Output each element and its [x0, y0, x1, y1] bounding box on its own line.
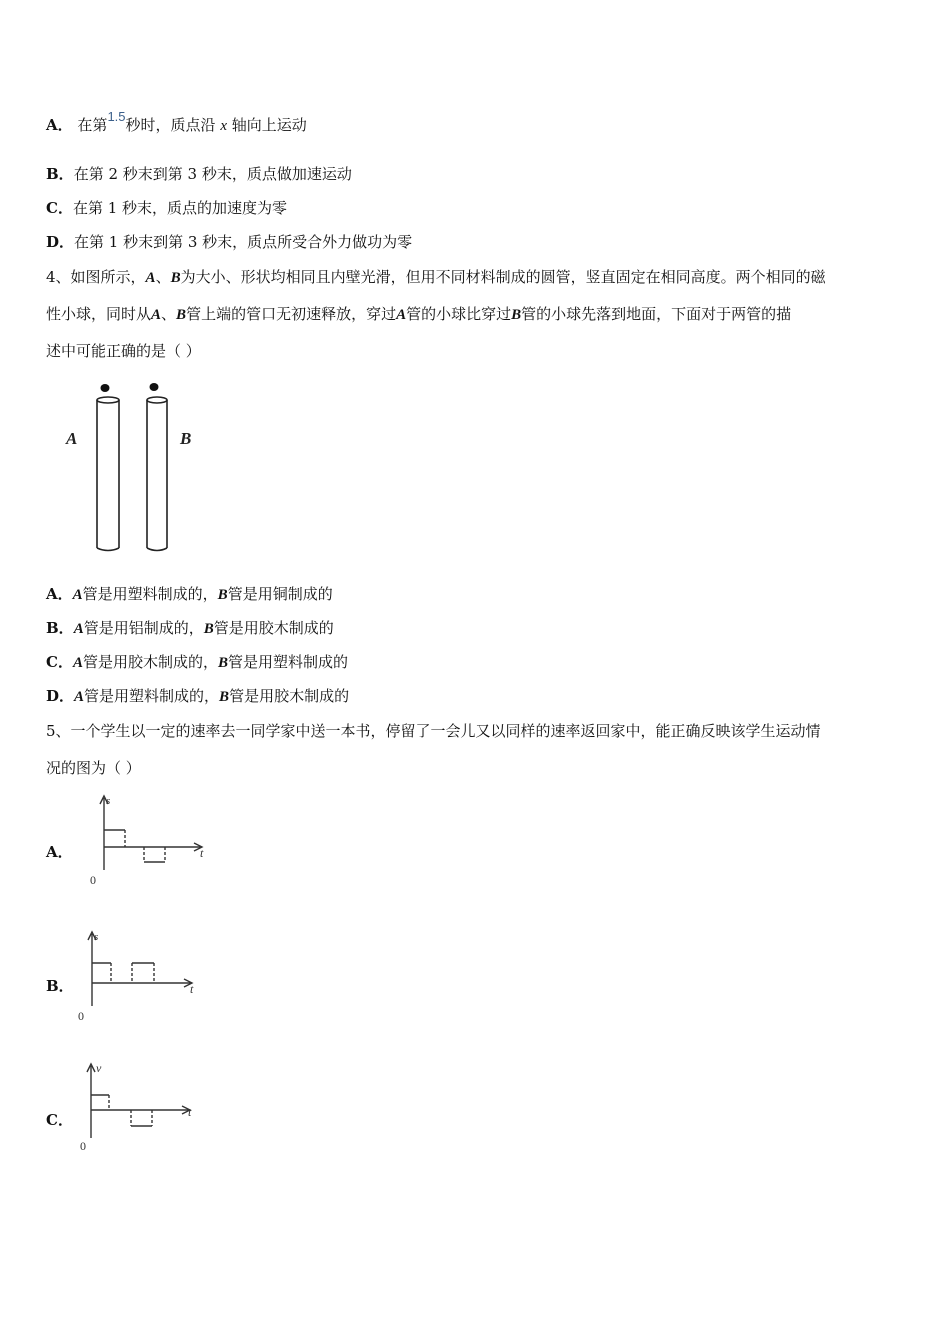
tube-a-ref: A: [396, 307, 407, 323]
tube-a-ref: A: [73, 621, 84, 637]
tube-a-ref: A: [72, 655, 83, 671]
ball-b: [150, 383, 159, 391]
tube-b-ref: B: [170, 270, 181, 286]
axis-y-label: s: [94, 931, 99, 943]
option-label: B．: [46, 977, 74, 995]
option-text: 管是用铜制成的: [227, 585, 333, 603]
stem-text: 况的图为（ ）: [46, 759, 141, 777]
tube-b-ref: B: [219, 689, 230, 705]
ball-a: [101, 384, 110, 392]
q4-stem-line2: [46, 303, 791, 326]
q5-option-a-label: [46, 841, 73, 863]
tube-a-label: A: [66, 429, 78, 448]
axis-x-label: t: [200, 846, 204, 860]
tube-b: [147, 397, 167, 551]
stem-text: 、: [155, 268, 171, 286]
tube-a-ref: A: [151, 307, 162, 323]
q5-stem-line2: [46, 757, 141, 779]
q3-option-d: [46, 231, 412, 253]
option-text: 管是用铝制成的，: [83, 619, 204, 637]
option-label: B．: [46, 619, 74, 637]
tube-b-ref: B: [176, 307, 187, 323]
tube-b-ref: B: [511, 307, 522, 323]
tube-a-ref: A: [74, 689, 85, 705]
tube-b-ref: B: [217, 655, 228, 671]
q4-stem-line3: [46, 340, 201, 362]
stem-text: 性小球，同时从: [46, 305, 152, 323]
q3-option-c: [46, 197, 287, 219]
origin-label: 0: [90, 873, 96, 887]
option-text: 管是用胶木制成的: [213, 619, 334, 637]
axis-y-label: v: [96, 1061, 102, 1075]
stem-text: 管上端的管口无初速释放，穿过: [186, 305, 397, 323]
origin-label: 0: [80, 1139, 86, 1153]
q4-option-d: [46, 685, 349, 708]
tubes-figure: [56, 378, 206, 558]
tube-a-ref: A: [72, 587, 83, 603]
option-text: 在第 2 秒末到第 3 秒末，质点做加速运动: [73, 165, 352, 183]
axis-x-label: t: [190, 982, 194, 996]
option-label: C．: [46, 1111, 73, 1129]
tube-a: [97, 397, 119, 551]
tube-b-ref: B: [217, 587, 228, 603]
option-label: B．: [46, 165, 74, 183]
option-label: D．: [46, 687, 75, 705]
option-label: D．: [46, 233, 75, 251]
option-text: 管是用塑料制成的，: [84, 687, 220, 705]
q4-stem-line1: [46, 266, 826, 289]
stem-text: 4、如图所示，: [46, 268, 146, 286]
option-text: 管是用塑料制成的，: [82, 585, 218, 603]
stem-text: 为大小、形状均相同且内壁光滑，但用不同材料制成的圆管，竖直固定在相同高度。两个相同的磁: [180, 268, 826, 286]
q5-option-b-label: [46, 975, 74, 997]
tube-a-ref: A: [145, 270, 156, 286]
tube-b-label: B: [180, 429, 192, 448]
q4-option-b: [46, 617, 334, 640]
option-label: A．: [46, 585, 73, 603]
option-label: C．: [46, 653, 73, 671]
axis-y-label: s: [106, 795, 111, 807]
axis-x-label: t: [188, 1105, 192, 1119]
option-text: 管是用塑料制成的: [228, 653, 349, 671]
stem-text: 5、一个学生以一定的速率去一同学家中送一本书，停留了一会儿又以同样的速率返回家中，能正确反映该学生运动情: [46, 722, 821, 740]
q4-option-a: [46, 583, 333, 606]
option-text: 在第: [77, 116, 108, 134]
stem-text: 管的小球比穿过: [406, 305, 512, 323]
value-1-5: 1.5: [107, 109, 126, 124]
tube-b-ref: B: [203, 621, 214, 637]
option-text: 在第 1 秒末到第 3 秒末，质点所受合外力做功为零: [74, 233, 413, 251]
stem-text: 述中可能正确的是（ ）: [46, 342, 201, 360]
q5-stem-line1: [46, 720, 821, 742]
option-text: 在第 1 秒末，质点的加速度为零: [72, 199, 288, 217]
variable-x: x: [220, 118, 227, 134]
graph-b: [74, 926, 204, 1026]
q3-option-b: [46, 163, 352, 185]
option-label: C．: [46, 199, 73, 217]
stem-text: 管的小球先落到地面，下面对于两管的描: [521, 305, 792, 323]
option-label: A．: [46, 116, 73, 134]
option-text: 秒时，质点沿: [125, 116, 216, 134]
option-text: 轴向上运动: [231, 116, 307, 134]
graph-a: [84, 790, 214, 890]
origin-label: 0: [78, 1009, 84, 1023]
option-text: 管是用胶木制成的，: [82, 653, 218, 671]
q3-option-a: [46, 109, 307, 137]
graph-c: [74, 1058, 204, 1158]
option-label: A．: [46, 843, 73, 861]
q5-option-c-label: [46, 1109, 73, 1131]
option-text: 管是用胶木制成的: [229, 687, 350, 705]
q4-option-c: [46, 651, 348, 674]
stem-text: 、: [161, 305, 177, 323]
